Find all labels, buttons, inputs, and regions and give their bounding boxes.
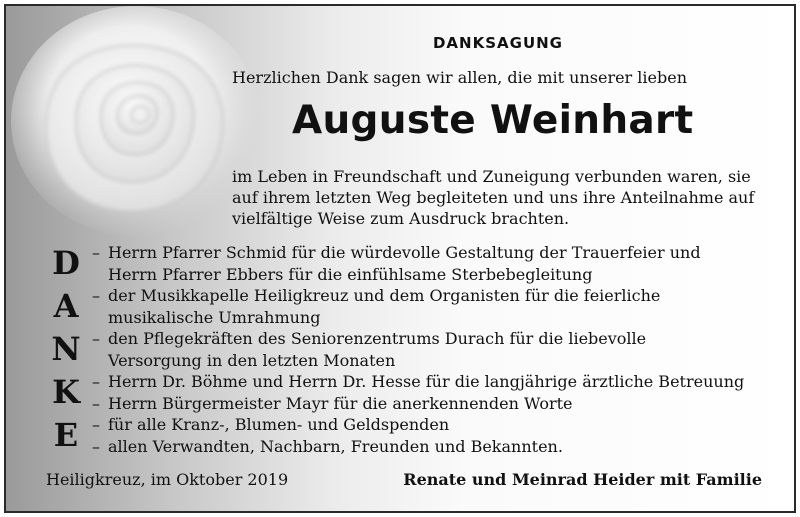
thanks-item: – Herrn Bürgermeister Mayr für die anerkennenden Worte (92, 393, 792, 415)
danke-letter: D (52, 244, 80, 282)
body-text (232, 166, 792, 229)
danke-letter: A (53, 287, 79, 325)
notice-heading: DANKSAGUNG (432, 34, 563, 52)
place-date: Heiligkreuz, im Oktober 2019 (46, 470, 289, 489)
thanks-item: – der Musikkapelle Heiligkreuz und dem Organisten für die feierliche musikalische Umrahmung (92, 285, 792, 328)
deceased-name: Auguste Weinhart (292, 98, 694, 143)
signature: Renate und Meinrad Heider mit Familie (403, 470, 762, 489)
body-line: im Leben in Freundschaft und Zuneigung verbunden waren, sie (232, 167, 751, 186)
obituary-card (4, 4, 796, 513)
body-line: auf ihrem letzten Weg begleiteten und uns ihre Anteilnahme auf (232, 188, 755, 207)
danke-letter: N (51, 330, 81, 368)
intro-text: Herzlichen Dank sagen wir allen, die mit unserer lieben (232, 68, 688, 87)
body-line: vielfältige Weise zum Ausdruck brachten. (232, 209, 570, 228)
thanks-item: – allen Verwandten, Nachbarn, Freunden und Bekannten. (92, 436, 792, 458)
thanks-item: – den Pflegekräften des Seniorenzentrums Durach für die liebevolle Versorgung in den letzten Monaten (92, 328, 792, 371)
danke-letter: K (52, 373, 80, 411)
thanks-item: – für alle Kranz-, Blumen- und Geldspenden (92, 414, 792, 436)
thanks-list (92, 242, 792, 457)
thanks-item: – Herrn Dr. Böhme und Herrn Dr. Hesse für die langjährige ärztliche Betreuung (92, 371, 792, 393)
thanks-item: – Herrn Pfarrer Schmid für die würdevolle Gestaltung der Trauerfeier und Herrn Pfarrer Ebbers für die einfühlsame Sterbebegleitung (92, 242, 792, 285)
danke-vertical-word (46, 242, 86, 457)
danke-letter: E (53, 416, 79, 454)
